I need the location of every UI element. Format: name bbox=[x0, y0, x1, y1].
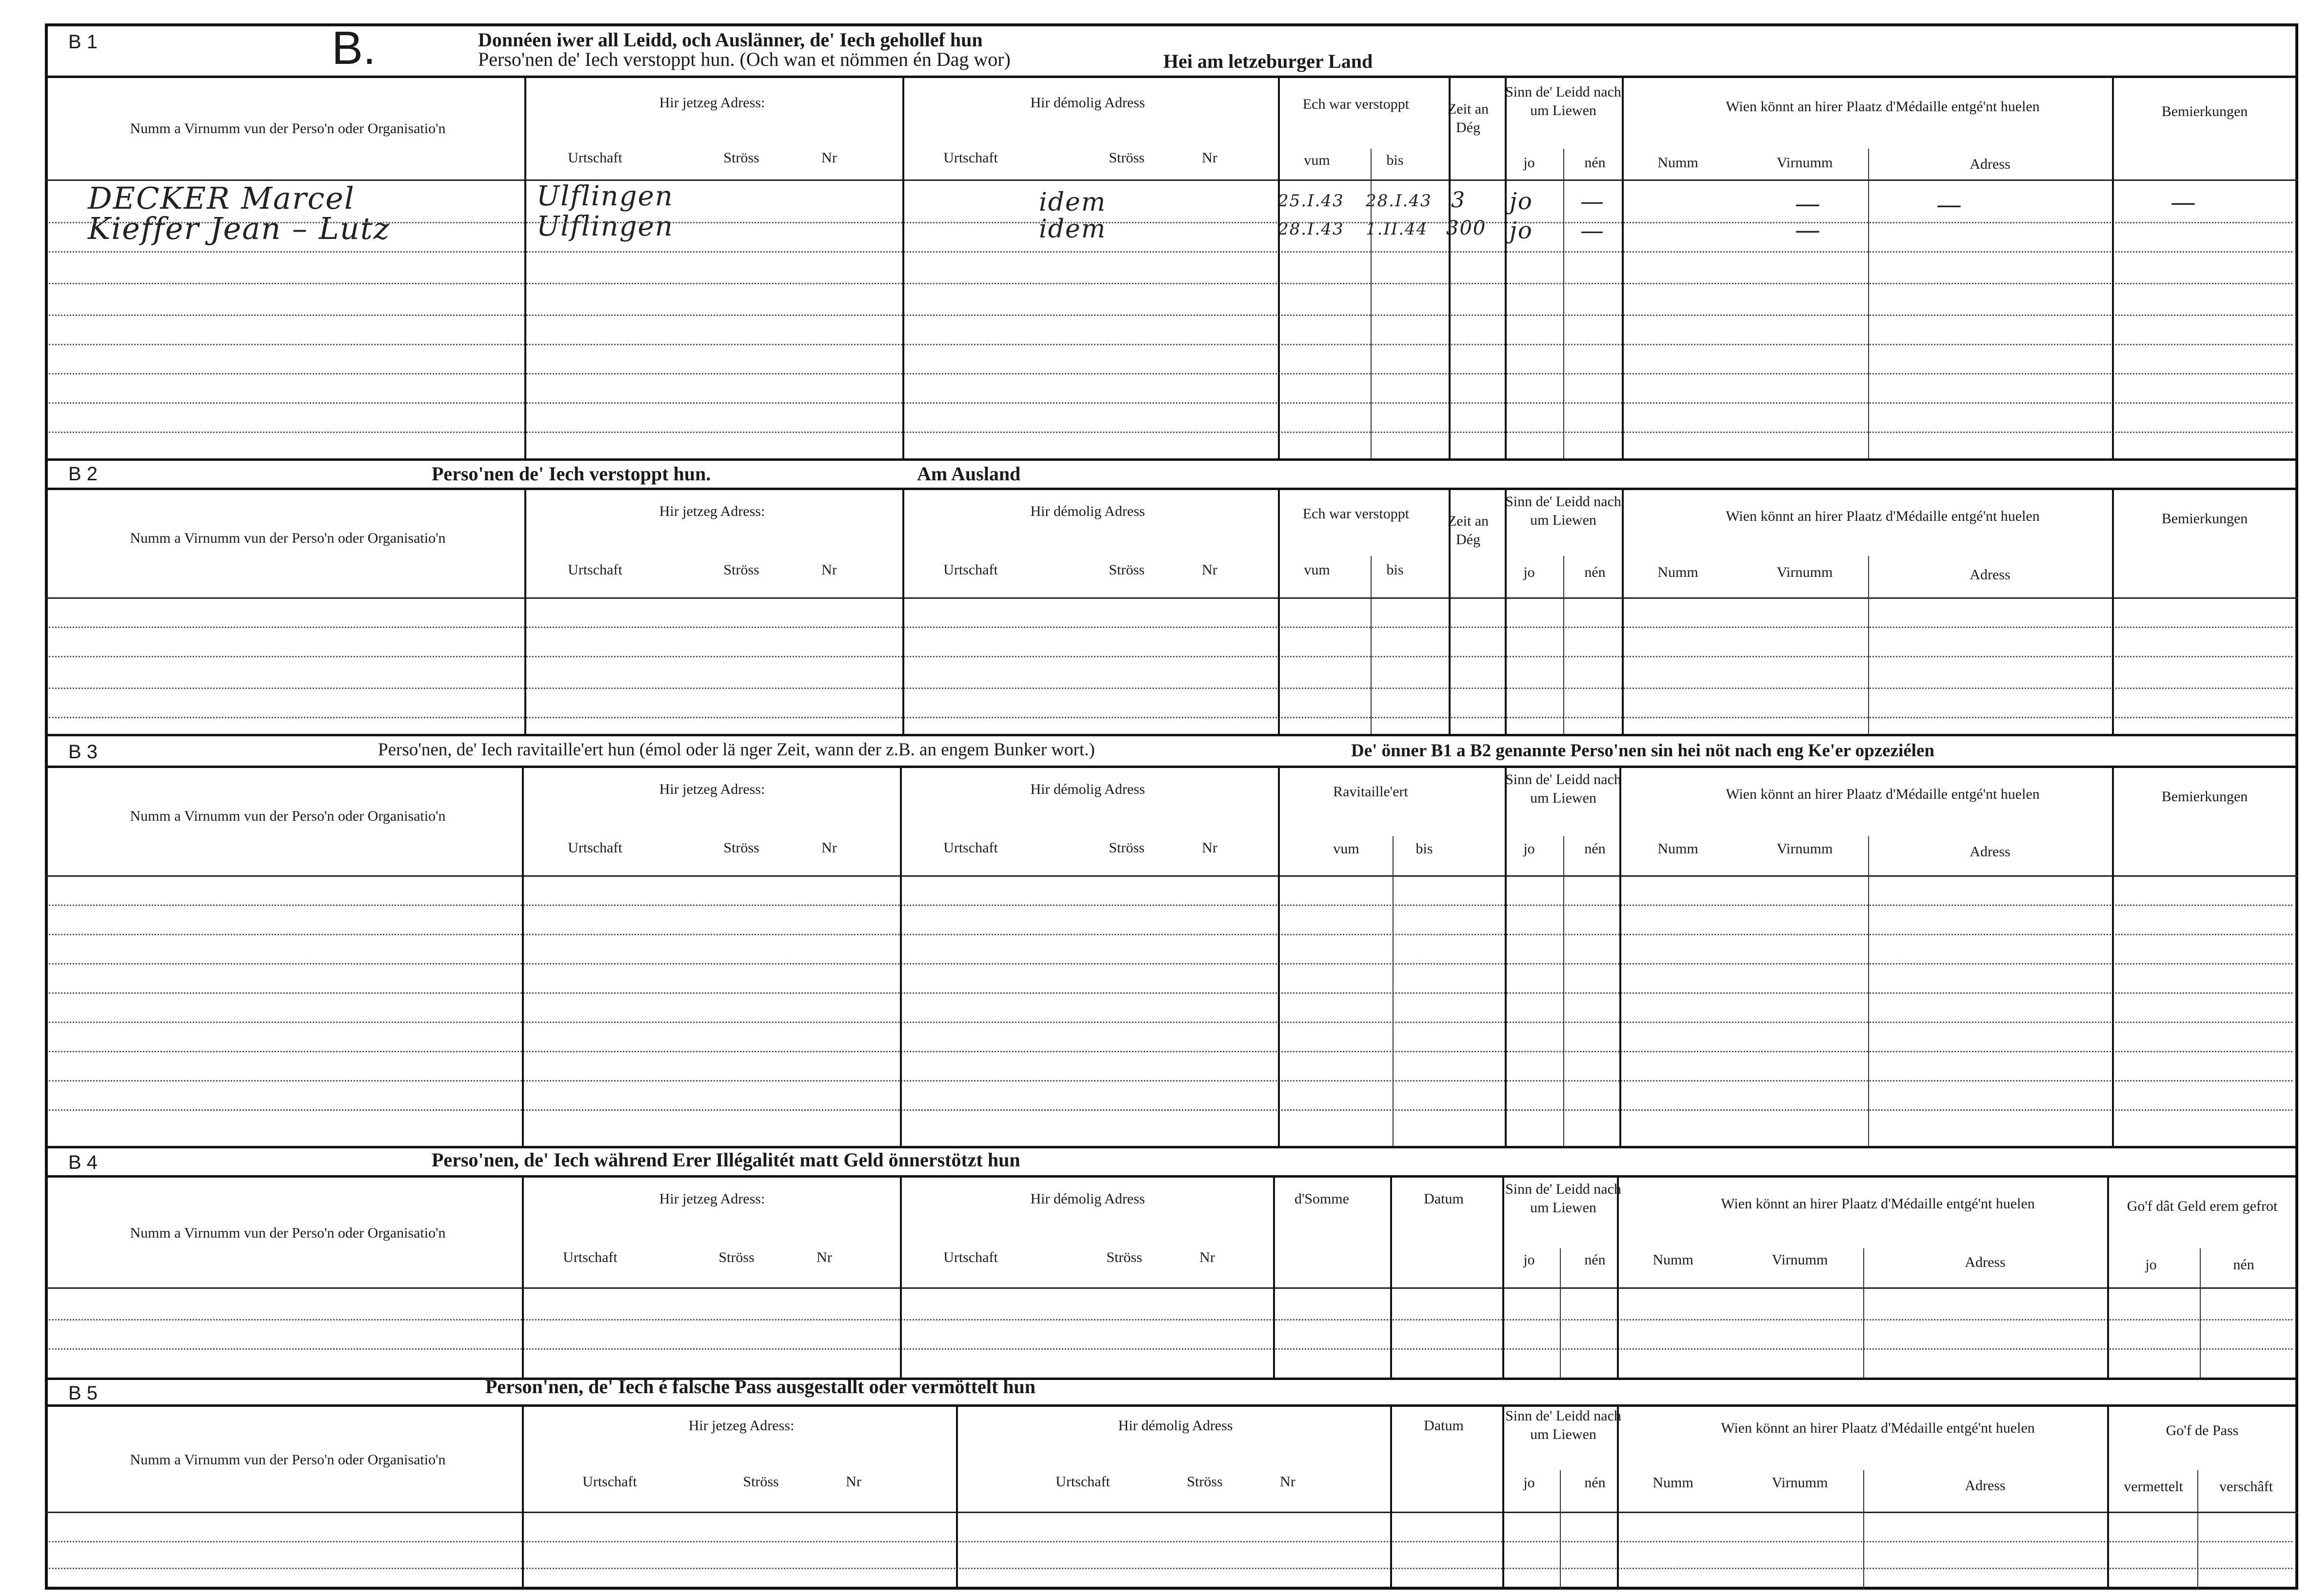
row-line bbox=[49, 1541, 2292, 1542]
col-line bbox=[1868, 149, 1869, 458]
header-no: nén bbox=[1584, 1252, 1606, 1268]
header-bottom-line bbox=[45, 597, 2298, 599]
section-divider bbox=[45, 488, 2298, 490]
header-remarks: Bemierkungen bbox=[2161, 511, 2248, 527]
section-code: B 3 bbox=[68, 741, 98, 763]
header-name: Numm a Virnumm vun der Perso'n oder Organisatio'n bbox=[130, 120, 446, 137]
col-line bbox=[1502, 1178, 1504, 1378]
row-line bbox=[49, 373, 2292, 374]
row-line bbox=[49, 1051, 2292, 1052]
row-line bbox=[49, 1080, 2292, 1082]
header-bottom-line bbox=[45, 875, 2298, 877]
col-line bbox=[1390, 1178, 1392, 1378]
header-town: Urtschaft bbox=[943, 1249, 998, 1265]
header-street: Ströss bbox=[1106, 1249, 1142, 1265]
row-line bbox=[49, 934, 2292, 935]
row-line bbox=[49, 627, 2292, 628]
header-street: Ströss bbox=[723, 150, 759, 166]
section-title-suffix: Am Ausland bbox=[917, 463, 1021, 485]
header-days: Zeit an Dég bbox=[1447, 101, 1489, 136]
col-line bbox=[2107, 1178, 2109, 1378]
row-line bbox=[49, 656, 2292, 657]
entry-to: 28.I.43 bbox=[1366, 191, 1432, 211]
form-border bbox=[45, 23, 2298, 1590]
header-hidden: Ech war verstoppt bbox=[1302, 96, 1410, 112]
header-former-address: Hir démolig Adress bbox=[1118, 1418, 1233, 1434]
header-name: Numm a Virnumm vun der Perso'n oder Organisatio'n bbox=[130, 808, 446, 824]
row-line bbox=[49, 1348, 2292, 1350]
header-remarks: Bemierkungen bbox=[2161, 788, 2248, 805]
col-line bbox=[1617, 1407, 1619, 1590]
header-address: Adress bbox=[1965, 1478, 2006, 1494]
col-line bbox=[2112, 490, 2114, 734]
header-current-address: Hir jetzeg Adress: bbox=[659, 781, 765, 797]
row-line bbox=[49, 992, 2292, 994]
header-street: Ströss bbox=[1109, 840, 1145, 856]
col-line bbox=[1371, 556, 1372, 734]
header-nr: Nr bbox=[1199, 1249, 1215, 1265]
header-no: nén bbox=[1584, 155, 1606, 171]
row-line bbox=[49, 1022, 2292, 1023]
section-bottom-line bbox=[45, 458, 2298, 461]
header-town: Urtschaft bbox=[568, 840, 622, 856]
header-pass-gift: Go'f de Pass bbox=[2166, 1422, 2239, 1438]
entry-days: 3 bbox=[1451, 188, 1466, 213]
col-line bbox=[1449, 78, 1451, 458]
row-line bbox=[49, 283, 2292, 284]
col-line bbox=[1560, 1470, 1561, 1590]
entry-name: DECKER Marcel bbox=[88, 180, 355, 216]
header-medal: Wien könnt an hirer Plaatz d'Médaille entgé'nt huelen bbox=[1726, 786, 2040, 802]
header-to: bis bbox=[1386, 152, 1404, 168]
header-firstname: Virnumm bbox=[1776, 841, 1833, 857]
col-line bbox=[1563, 556, 1564, 734]
header-name: Numm a Virnumm vun der Perso'n oder Organisatio'n bbox=[130, 1225, 446, 1241]
col-line bbox=[2112, 768, 2114, 1146]
col-line bbox=[900, 1178, 902, 1378]
entry-no: — bbox=[1580, 188, 1605, 215]
header-firstname: Virnumm bbox=[1772, 1252, 1828, 1268]
header-surname: Numm bbox=[1657, 564, 1698, 580]
header-nr: Nr bbox=[821, 150, 837, 166]
header-date: Datum bbox=[1424, 1191, 1464, 1207]
header-current-address: Hir jetzeg Adress: bbox=[659, 95, 765, 111]
header-town: Urtschaft bbox=[943, 562, 998, 578]
header-yes: jo bbox=[1523, 1475, 1535, 1491]
col-line bbox=[522, 1178, 524, 1378]
section-bottom-line bbox=[45, 1146, 2298, 1148]
row-line bbox=[49, 717, 2292, 718]
entry-former: idem bbox=[1039, 188, 1106, 217]
header-town: Urtschaft bbox=[568, 562, 622, 578]
header-street: Ströss bbox=[723, 840, 759, 856]
section-title-suffix: Hei am letzeburger Land bbox=[1163, 50, 1373, 72]
header-town: Urtschaft bbox=[563, 1249, 617, 1265]
section-divider bbox=[45, 766, 2298, 768]
header-street: Ströss bbox=[723, 562, 759, 578]
header-nr: Nr bbox=[1280, 1474, 1295, 1490]
header-current-address: Hir jetzeg Adress: bbox=[659, 1191, 765, 1207]
header-yes: jo bbox=[2145, 1257, 2157, 1273]
header-firstname: Virnumm bbox=[1776, 155, 1833, 171]
section-title-line2: Perso'nen de' Iech verstoppt hun. (Och wan et nömmen én Dag wor) bbox=[478, 48, 1011, 70]
header-yes: jo bbox=[1523, 564, 1535, 580]
col-line bbox=[1390, 1407, 1392, 1590]
row-line bbox=[49, 1568, 2292, 1569]
header-nr: Nr bbox=[1202, 840, 1217, 856]
header-name: Numm a Virnumm vun der Perso'n oder Organisatio'n bbox=[130, 1452, 446, 1468]
header-address: Adress bbox=[1970, 567, 2011, 583]
col-line bbox=[522, 1407, 524, 1590]
row-line bbox=[49, 251, 2292, 253]
header-firstname: Virnumm bbox=[1776, 564, 1833, 580]
col-line bbox=[524, 78, 526, 458]
header-yes: jo bbox=[1523, 841, 1535, 857]
header-town: Urtschaft bbox=[568, 150, 622, 166]
header-address: Adress bbox=[1970, 844, 2011, 860]
section-code: B 5 bbox=[68, 1382, 98, 1404]
header-days: Zeit an Dég bbox=[1447, 513, 1489, 548]
col-line bbox=[956, 1407, 958, 1590]
section-divider bbox=[45, 1404, 2298, 1407]
section-code: B 1 bbox=[68, 31, 98, 53]
header-bottom-line bbox=[45, 1512, 2298, 1513]
header-to: bis bbox=[1415, 841, 1433, 857]
header-former-address: Hir démolig Adress bbox=[1030, 781, 1145, 797]
col-line bbox=[2200, 1248, 2201, 1378]
col-line bbox=[1622, 78, 1624, 458]
header-hidden: Ech war verstoppt bbox=[1302, 506, 1410, 522]
section-bottom-line bbox=[45, 1378, 2298, 1380]
header-medal: Wien könnt an hirer Plaatz d'Médaille entgé'nt huelen bbox=[1721, 1196, 2035, 1212]
header-medal: Wien könnt an hirer Plaatz d'Médaille entgé'nt huelen bbox=[1726, 99, 2040, 115]
header-from: vum bbox=[1304, 152, 1330, 168]
header-street: Ströss bbox=[1109, 562, 1145, 578]
col-line bbox=[2107, 1407, 2109, 1590]
header-no: nén bbox=[1584, 564, 1606, 580]
col-line bbox=[1278, 768, 1280, 1146]
entry-to: 1.II.44 bbox=[1366, 219, 1428, 239]
entry-medal: — bbox=[1795, 189, 1821, 218]
row-line bbox=[49, 688, 2292, 689]
header-alive: Sinn de' Leidd nach um Liewen bbox=[1505, 493, 1621, 528]
col-line bbox=[1868, 836, 1869, 1146]
col-line bbox=[1563, 836, 1564, 1146]
col-line bbox=[2197, 1470, 2198, 1590]
entry-town: Ulflingen bbox=[537, 211, 674, 242]
col-line bbox=[902, 490, 904, 734]
header-from: vum bbox=[1333, 841, 1359, 857]
header-date: Datum bbox=[1424, 1418, 1464, 1434]
section-code: B 4 bbox=[68, 1152, 98, 1173]
header-surname: Numm bbox=[1657, 155, 1698, 171]
header-supplied: Ravitaille'ert bbox=[1333, 784, 1408, 800]
col-line bbox=[1505, 490, 1507, 734]
entry-from: 28.I.43 bbox=[1278, 219, 1344, 239]
header-address: Adress bbox=[1965, 1254, 2006, 1270]
col-line bbox=[1863, 1248, 1864, 1378]
col-line bbox=[1505, 78, 1507, 458]
header-address: Adress bbox=[1970, 156, 2011, 172]
header-surname: Numm bbox=[1653, 1475, 1693, 1491]
header-alive: Sinn de' Leidd nach um Liewen bbox=[1505, 84, 1621, 118]
header-remarks: Bemierkungen bbox=[2161, 103, 2248, 119]
header-street: Ströss bbox=[1187, 1474, 1223, 1490]
col-line bbox=[902, 78, 904, 458]
header-nr: Nr bbox=[816, 1249, 832, 1265]
header-town: Urtschaft bbox=[943, 840, 998, 856]
row-line bbox=[49, 222, 2292, 223]
row-line bbox=[49, 1319, 2292, 1320]
entry-from: 25.I.43 bbox=[1278, 191, 1344, 211]
col-line bbox=[1273, 1178, 1275, 1378]
row-line bbox=[49, 432, 2292, 433]
row-line bbox=[49, 402, 2292, 404]
col-line bbox=[522, 768, 524, 1146]
header-alive: Sinn de' Leidd nach um Liewen bbox=[1505, 771, 1621, 806]
col-line bbox=[1371, 149, 1372, 458]
header-to: bis bbox=[1386, 562, 1404, 578]
section-title: Person'nen, de' Iech é falsche Pass ausgestallt oder vermöttelt hun bbox=[485, 1376, 1036, 1398]
col-line bbox=[1278, 490, 1280, 734]
entry-town: Ulflingen bbox=[537, 180, 674, 212]
section-code: B 2 bbox=[68, 463, 98, 485]
col-line bbox=[1449, 490, 1451, 734]
header-street: Ströss bbox=[743, 1474, 779, 1490]
col-line bbox=[1278, 78, 1280, 458]
section-title-line1: Donnéen iwer all Leidd, och Auslänner, de' Iech gehollef hun bbox=[478, 29, 983, 51]
header-sum: d'Somme bbox=[1294, 1191, 1350, 1207]
col-line bbox=[524, 490, 526, 734]
header-current-address: Hir jetzeg Adress: bbox=[688, 1418, 795, 1434]
row-line bbox=[49, 315, 2292, 316]
header-medal: Wien könnt an hirer Plaatz d'Médaille entgé'nt huelen bbox=[1721, 1420, 2035, 1436]
col-line bbox=[1619, 768, 1621, 1146]
header-medal: Wien könnt an hirer Plaatz d'Médaille entgé'nt huelen bbox=[1726, 508, 2040, 524]
header-current-address: Hir jetzeg Adress: bbox=[659, 503, 765, 519]
section-title: Perso'nen, de' Iech während Erer Illégalitét matt Geld önnerstötzt hun bbox=[432, 1149, 1020, 1171]
header-yes: jo bbox=[1523, 155, 1535, 171]
header-firstname: Virnumm bbox=[1772, 1475, 1828, 1491]
header-former-address: Hir démolig Adress bbox=[1030, 503, 1145, 519]
header-nr: Nr bbox=[821, 562, 837, 578]
entry-name: Kieffer Jean – Lutz bbox=[88, 211, 391, 246]
header-nr: Nr bbox=[1202, 562, 1217, 578]
entry-alive: jo bbox=[1510, 188, 1533, 215]
header-alive: Sinn de' Leidd nach um Liewen bbox=[1505, 1408, 1621, 1442]
col-line bbox=[1563, 149, 1564, 458]
header-no: nén bbox=[2233, 1257, 2254, 1273]
row-line bbox=[49, 905, 2292, 906]
header-yes: jo bbox=[1523, 1252, 1535, 1268]
row-line bbox=[49, 1109, 2292, 1111]
row-line bbox=[49, 963, 2292, 965]
entry-remarks: — bbox=[2171, 188, 2197, 217]
header-town: Urtschaft bbox=[1055, 1474, 1110, 1490]
row-line bbox=[49, 344, 2292, 345]
col-line bbox=[1617, 1178, 1619, 1378]
header-from: vum bbox=[1304, 562, 1330, 578]
entry-address: — bbox=[1936, 190, 1963, 219]
form-letter: B. bbox=[332, 22, 376, 74]
section-title: Perso'nen de' Iech verstoppt hun. bbox=[432, 463, 711, 485]
section-divider bbox=[45, 76, 2298, 78]
col-line bbox=[2112, 78, 2114, 458]
header-alive: Sinn de' Leidd nach um Liewen bbox=[1505, 1181, 1621, 1216]
section-title: Perso'nen, de' Iech ravitaille'ert hun (émol oder lä nger Zeit, wann der z.B. an engem Bunker wort.) bbox=[378, 740, 1095, 760]
header-surname: Numm bbox=[1657, 841, 1698, 857]
col-line bbox=[1505, 768, 1507, 1146]
header-bottom-line bbox=[45, 1287, 2298, 1289]
entry-no: — bbox=[1580, 217, 1605, 244]
section-bottom-line bbox=[45, 734, 2298, 736]
header-street: Ströss bbox=[718, 1249, 755, 1265]
col-line bbox=[1868, 556, 1869, 734]
header-mediated: vermettelt bbox=[2124, 1478, 2183, 1495]
header-bottom-line bbox=[45, 179, 2298, 181]
entry-former: idem bbox=[1039, 215, 1106, 244]
col-line bbox=[1622, 490, 1624, 734]
entry-alive: jo bbox=[1510, 217, 1533, 244]
header-former-address: Hir démolig Adress bbox=[1030, 1191, 1145, 1207]
header-surname: Numm bbox=[1653, 1252, 1693, 1268]
header-nr: Nr bbox=[846, 1474, 861, 1490]
section-title-suffix: De' önner B1 a B2 genannte Perso'nen sin hei nöt nach eng Ke'er opzeziélen bbox=[1351, 741, 1934, 761]
header-town: Urtschaft bbox=[943, 150, 998, 166]
header-money-gift: Go'f dât Geld erem gefrot bbox=[2127, 1198, 2278, 1214]
header-no: nén bbox=[1584, 841, 1606, 857]
col-line bbox=[1502, 1407, 1504, 1590]
entry-days: 300 bbox=[1446, 217, 1487, 239]
header-name: Numm a Virnumm vun der Perso'n oder Organisatio'n bbox=[130, 530, 446, 546]
header-street: Ströss bbox=[1109, 150, 1145, 166]
col-line bbox=[1863, 1470, 1864, 1590]
col-line bbox=[1393, 836, 1394, 1146]
header-procured: verschâft bbox=[2219, 1478, 2273, 1495]
col-line bbox=[1560, 1248, 1561, 1378]
entry-medal: — bbox=[1795, 216, 1821, 245]
header-town: Urtschaft bbox=[582, 1474, 637, 1490]
header-former-address: Hir démolig Adress bbox=[1030, 95, 1145, 111]
col-line bbox=[900, 768, 902, 1146]
header-nr: Nr bbox=[821, 840, 837, 856]
section-divider bbox=[45, 1175, 2298, 1178]
header-no: nén bbox=[1584, 1475, 1606, 1491]
header-nr: Nr bbox=[1202, 150, 1217, 166]
